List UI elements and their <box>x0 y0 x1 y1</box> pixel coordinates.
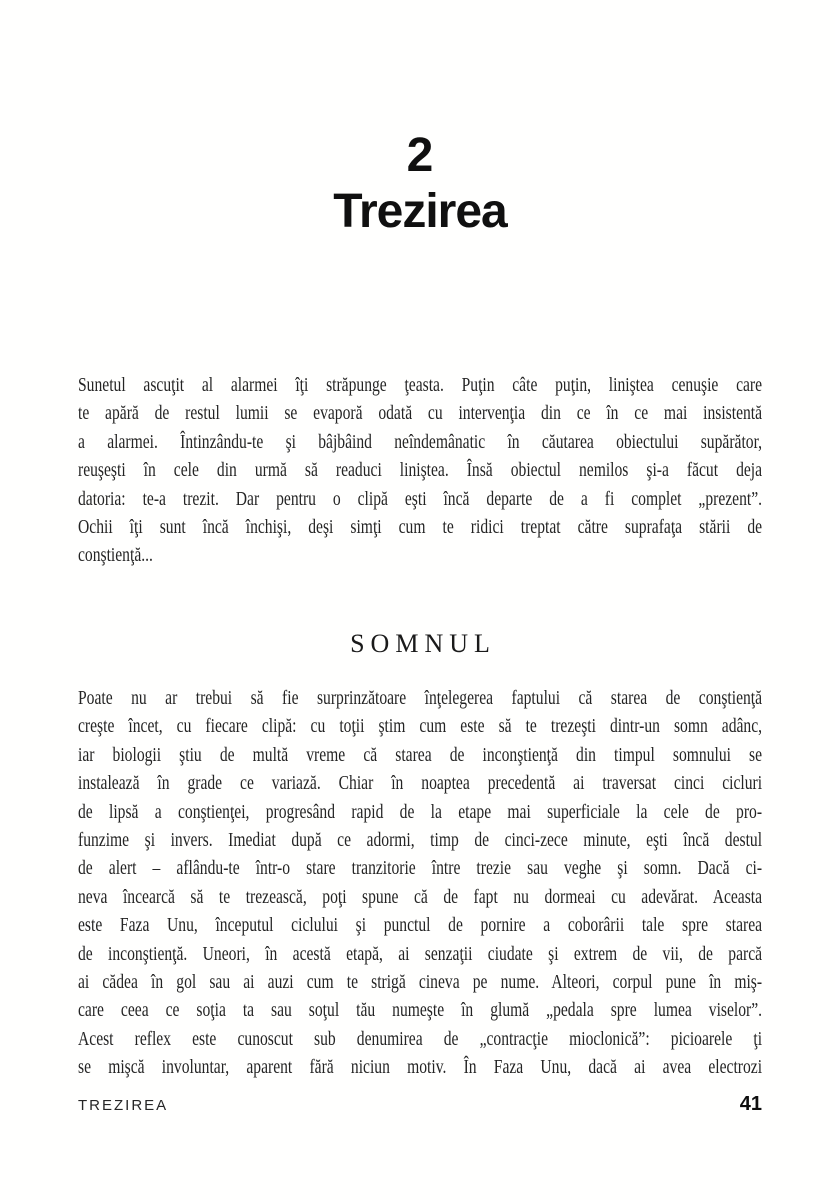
text-line: Sunetul ascuţit al alarmei îţi străpunge ţeasta. Puţin câte puţin, liniştea cenuşie care <box>78 374 763 396</box>
chapter-number: 2 <box>406 129 434 182</box>
text-line: creşte încet, cu fiecare clipă: cu toţii ştim cum este să te trezeşti dintr-un somn adânc, <box>78 715 763 738</box>
body-paragraph <box>78 684 835 1082</box>
text-line: datoria: te-a trezit. Dar pentru o clipă eşti încă departe de a fi complet „prezent”. <box>78 487 763 510</box>
intro-paragraph <box>78 371 835 570</box>
chapter-header <box>78 130 762 237</box>
text-line: este Faza Unu, începutul ciclului şi punctul de pornire a coborârii tale spre starea <box>78 914 763 937</box>
text-line: Ochii îţi sunt încă închişi, deşi simţi cum te ridici treptat către suprafaţa stării de <box>78 516 763 539</box>
text-line: Poate nu ar trebui să fie surprinzătoare înţelegerea faptului că starea de conştienţă <box>78 687 763 709</box>
page-number: 41 <box>739 1093 762 1115</box>
chapter-title: Trezirea <box>333 185 507 238</box>
text-line: se mişcă involuntar, aparent fără niciun motiv. În Faza Unu, dacă ai avea electrozi <box>78 1056 763 1079</box>
text-line: a alarmei. Întinzându-te şi bâjbâind neîndemânatic în căutarea obiectului supărător, <box>78 430 763 453</box>
text-line: conştienţă... <box>78 544 153 567</box>
text-line: te apără de restul lumii se evaporă odată cu intervenţia din ce în ce mai insistentă <box>78 402 763 425</box>
text-line: neva încearcă să te trezească, poţi spune că de fapt nu dormeai cu adevărat. Aceasta <box>78 885 763 908</box>
text-line: de inconştienţă. Uneori, în acestă etapă, ai senzaţii ciudate şi extrem de vii, de parcă <box>78 942 763 965</box>
text-line: instalează în grade ce variază. Chiar în noaptea precedentă ai traversat cinci cicluri <box>78 772 763 795</box>
text-line: de lipsă a conştienţei, progresând rapid de la etape mai superficiale la cele de pro- <box>78 800 763 823</box>
page-footer <box>78 1093 762 1116</box>
text-line: de alert – aflându-te într-o stare tranzitorie între trezie sau veghe şi somn. Dacă ci- <box>78 857 763 880</box>
text-line: reuşeşti în cele din urmă să readuci liniştea. Însă obiectul nemilos şi-a făcut deja <box>78 459 763 482</box>
running-title: TREZIREA <box>78 1097 169 1114</box>
text-line: funzime şi invers. Imediat după ce adormi, timp de cinci-zece minute, eşti încă destul <box>78 829 763 852</box>
text-line: ai cădea în gol sau ai auzi cum te strigă cineva pe nume. Alteori, corpul pune în miş- <box>78 971 763 994</box>
text-line: Acest reflex este cunoscut sub denumirea de „contracţie mioclonică”: picioarele ţi <box>78 1027 763 1050</box>
text-line: iar biologii ştiu de multă vreme că starea de inconştienţă din timpul somnului se <box>78 743 763 766</box>
section-heading: SOMNUL <box>350 629 496 658</box>
text-line: care ceea ce soţia ta sau soţul tău numeşte în glumă „pedala spre lumea viselor”. <box>78 999 763 1022</box>
